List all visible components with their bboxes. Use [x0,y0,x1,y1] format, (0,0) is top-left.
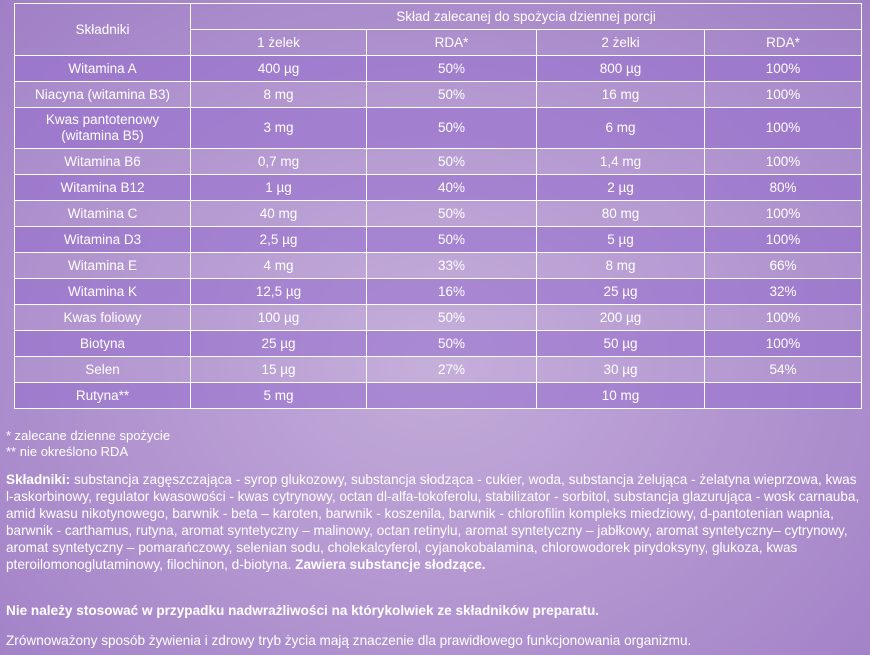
rda-one-gummy: 50% [367,149,537,175]
rda-two-gummies: 32% [705,279,862,305]
amount-one-gummy: 100 µg [191,305,367,331]
table-row [15,82,862,108]
rda-two-gummies: 54% [705,357,862,383]
amount-two-gummies: 8 mg [537,253,705,279]
rda-one-gummy: 40% [367,175,537,201]
header-ingredients: Składniki [15,4,191,56]
table-row [15,175,862,201]
table-row [15,56,862,82]
amount-one-gummy: 0,7 mg [191,149,367,175]
table-row [15,331,862,357]
ingredient-name: Witamina B6 [15,149,191,175]
nutrition-table [14,3,862,409]
ingredient-name: Niacyna (witamina B3) [15,82,191,108]
ingredient-name: Witamina E [15,253,191,279]
amount-two-gummies: 16 mg [537,82,705,108]
ingredients-list: substancja zagęszczająca - syrop glukozowy, substancja słodząca - cukier, woda, substancja żelująca - żelatyna wieprzowa, kwas l-askorbinowy, regulator kwasowości - kwas cytrynowy, octan dl-alfa-tokoferolu, stabilizator - sorbitol, substancja glazurująca - wosk carnauba, amid kwasu nikotynowego, barwnik - beta – karoten, barwnik - koszenila, barwnik - chlorofilin kompleks miedziowy, d-pantotenian wapnia, barwnik - carthamus, rutyna, aromat syntetyczny – malinowy, octan retinylu, aromat syntetyczny – jabłkowy, aromat syntetyczny– cytrynowy, aromat syntetyczny – pomarańczowy, selenian sodu, cholekalcyferol, cyjanokobalamina, chlorowodorek pirydoksyny, glukoza, kwas pteroilomonoglutaminowy, filochinon, d-biotyna. [6,472,860,572]
amount-two-gummies: 80 mg [537,201,705,227]
table-row [15,383,862,409]
header-rda-1: RDA* [367,30,537,56]
rda-one-gummy: 50% [367,331,537,357]
amount-one-gummy: 12,5 µg [191,279,367,305]
amount-one-gummy: 25 µg [191,331,367,357]
rda-one-gummy: 50% [367,108,537,149]
footnotes [6,428,170,460]
table-row [15,253,862,279]
amount-two-gummies: 6 mg [537,108,705,149]
warning-text: Nie należy stosować w przypadku nadwrażliwości na którykolwiek ze składników preparatu. [6,603,600,618]
rda-one-gummy: 50% [367,227,537,253]
amount-two-gummies: 800 µg [537,56,705,82]
amount-one-gummy: 8 mg [191,82,367,108]
header-one-gummy: 1 żelek [191,30,367,56]
ingredient-name: Kwas foliowy [15,305,191,331]
amount-one-gummy: 3 mg [191,108,367,149]
ingredient-name: Witamina A [15,56,191,82]
rda-two-gummies: 100% [705,108,862,149]
rda-two-gummies [705,383,862,409]
amount-one-gummy: 1 µg [191,175,367,201]
ingredients-label: Składniki: [6,472,71,487]
amount-two-gummies: 10 mg [537,383,705,409]
table-row [15,305,862,331]
rda-two-gummies: 100% [705,56,862,82]
ingredient-name: Witamina B12 [15,175,191,201]
rda-two-gummies: 66% [705,253,862,279]
ingredient-name: Biotyna [15,331,191,357]
rda-two-gummies: 100% [705,305,862,331]
amount-two-gummies: 1,4 mg [537,149,705,175]
rda-two-gummies: 100% [705,82,862,108]
table-row [15,149,862,175]
amount-one-gummy: 4 mg [191,253,367,279]
ingredient-name: Witamina C [15,201,191,227]
rda-two-gummies: 100% [705,331,862,357]
amount-two-gummies: 200 µg [537,305,705,331]
table-row [15,201,862,227]
table-row [15,108,862,149]
rda-one-gummy: 50% [367,56,537,82]
rda-two-gummies: 100% [705,149,862,175]
amount-one-gummy: 40 mg [191,201,367,227]
ingredient-name: Witamina K [15,279,191,305]
footnote-rda: * zalecane dzienne spożycie [6,428,171,443]
ingredient-name: Selen [15,357,191,383]
table-row [15,279,862,305]
table-row [15,357,862,383]
header-two-gummies: 2 żelki [537,30,705,56]
rda-one-gummy: 16% [367,279,537,305]
header-daily-portion: Skład zalecanej do spożycia dziennej porcji [191,4,862,30]
amount-one-gummy: 5 mg [191,383,367,409]
sweeteners-note: Zawiera substancje słodzące. [295,557,486,572]
ingredient-name: Witamina D3 [15,227,191,253]
rda-one-gummy: 27% [367,357,537,383]
ingredients-text [6,471,864,573]
amount-one-gummy: 400 µg [191,56,367,82]
rda-one-gummy: 50% [367,305,537,331]
amount-two-gummies: 25 µg [537,279,705,305]
amount-two-gummies: 50 µg [537,331,705,357]
footnote-no-rda: ** nie określono RDA [6,444,129,459]
diet-note: Zrównoważony sposób żywienia i zdrowy tryb życia mają znaczenie dla prawidłowego funkcjonowania organizmu. [6,633,692,648]
amount-one-gummy: 15 µg [191,357,367,383]
ingredient-name: Kwas pantotenowy (witamina B5) [15,108,191,149]
amount-two-gummies: 5 µg [537,227,705,253]
table-row [15,227,862,253]
rda-one-gummy: 50% [367,201,537,227]
rda-two-gummies: 100% [705,227,862,253]
rda-one-gummy: 50% [367,82,537,108]
header-rda-2: RDA* [705,30,862,56]
ingredient-name: Rutyna** [15,383,191,409]
amount-one-gummy: 2,5 µg [191,227,367,253]
rda-two-gummies: 100% [705,201,862,227]
rda-one-gummy: 33% [367,253,537,279]
amount-two-gummies: 2 µg [537,175,705,201]
rda-one-gummy [367,383,537,409]
rda-two-gummies: 80% [705,175,862,201]
amount-two-gummies: 30 µg [537,357,705,383]
